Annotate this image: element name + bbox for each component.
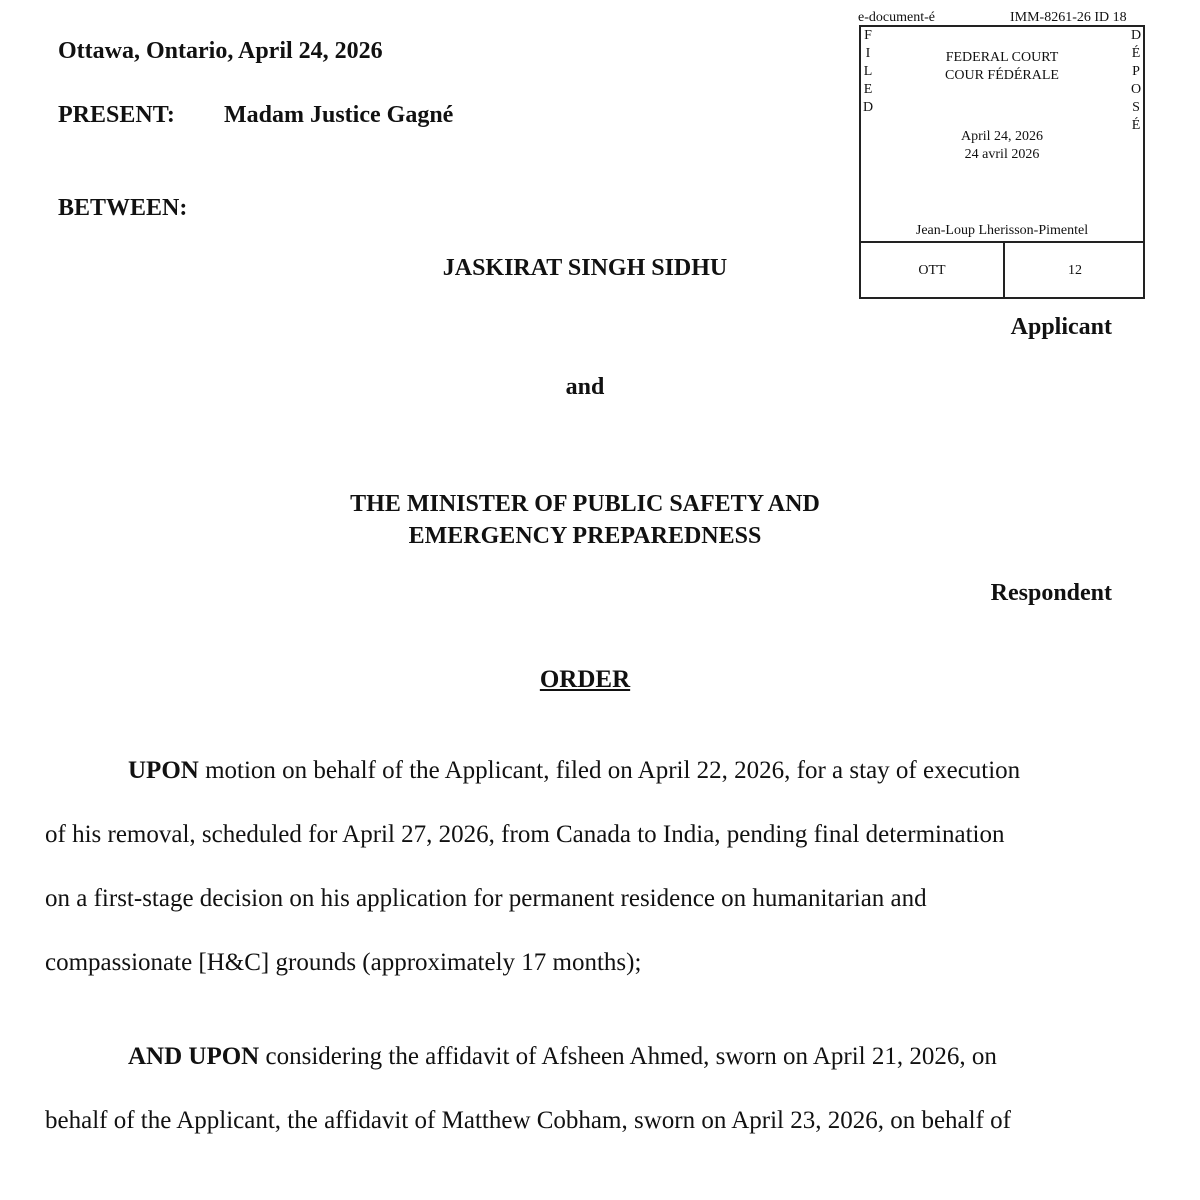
stamp-court-name-en: FEDERAL COURT: [945, 50, 1059, 65]
stamp-letter: É: [1131, 46, 1141, 61]
paragraph-lead: UPON: [128, 757, 199, 784]
paragraph-line: behalf of the Applicant, the affidavit of Matthew Cobham, sworn on April 23, 2026, on behalf of: [45, 1107, 1012, 1134]
present-label: PRESENT:: [58, 102, 175, 128]
between-label: BETWEEN:: [58, 195, 188, 221]
stamp-divider: [861, 241, 1143, 243]
respondent-role: Respondent: [990, 580, 1112, 606]
stamp-letter: F: [864, 28, 872, 43]
and-separator: and: [565, 374, 605, 400]
stamp-letter: O: [1130, 82, 1142, 97]
paragraph-line: of his removal, scheduled for April 27, 2026, from Canada to India, pending final determination: [45, 821, 1005, 848]
stamp-file-number: IMM-8261-26 ID 18: [1010, 10, 1127, 25]
stamp-edocument-label: e-document-é: [858, 10, 935, 25]
order-title: ORDER: [539, 666, 631, 693]
stamp-letter: É: [1131, 118, 1141, 133]
presiding-judge: Madam Justice Gagné: [224, 102, 454, 128]
stamp-number: 12: [1068, 263, 1082, 278]
paragraph-text: motion on behalf of the Applicant, filed on April 22, 2026, for a stay of execution: [198, 757, 1021, 784]
order-paragraph-1: [45, 739, 1130, 995]
respondent-name-line-1: THE MINISTER OF PUBLIC SAFETY AND: [350, 491, 820, 517]
paragraph-text: considering the affidavit of Afsheen Ahmed, sworn on April 21, 2026, on: [259, 1043, 997, 1070]
stamp-letter: I: [865, 46, 871, 61]
stamp-letter: L: [863, 64, 873, 79]
paragraph-line: compassionate [H&C] grounds (approximately 17 months);: [45, 949, 642, 976]
paragraph-line: [45, 739, 1130, 803]
place-date: Ottawa, Ontario, April 24, 2026: [58, 38, 383, 64]
stamp-letter: E: [863, 82, 873, 97]
applicant-role: Applicant: [1010, 314, 1112, 340]
stamp-letter: P: [1132, 64, 1140, 79]
stamp-letter: D: [1130, 28, 1142, 43]
paragraph-line: [45, 1025, 1130, 1089]
stamp-date-fr: 24 avril 2026: [964, 147, 1040, 162]
stamp-letter: D: [862, 100, 874, 115]
stamp-court-name-fr: COUR FÉDÉRALE: [945, 68, 1059, 83]
paragraph-lead: AND UPON: [128, 1043, 260, 1070]
stamp-letter: S: [1132, 100, 1140, 115]
filing-stamp: [859, 25, 1145, 299]
order-paragraph-2: [45, 1025, 1130, 1153]
stamp-registry-officer: Jean-Loup Lherisson-Pimentel: [915, 223, 1089, 238]
applicant-name: JASKIRAT SINGH SIDHU: [442, 255, 728, 281]
respondent-name: [0, 488, 1170, 552]
stamp-office-code: OTT: [918, 263, 946, 278]
respondent-name-line-2: EMERGENCY PREPAREDNESS: [408, 523, 762, 549]
stamp-date-en: April 24, 2026: [960, 129, 1044, 144]
paragraph-line: on a first-stage decision on his application for permanent residence on humanitarian and: [45, 885, 927, 912]
